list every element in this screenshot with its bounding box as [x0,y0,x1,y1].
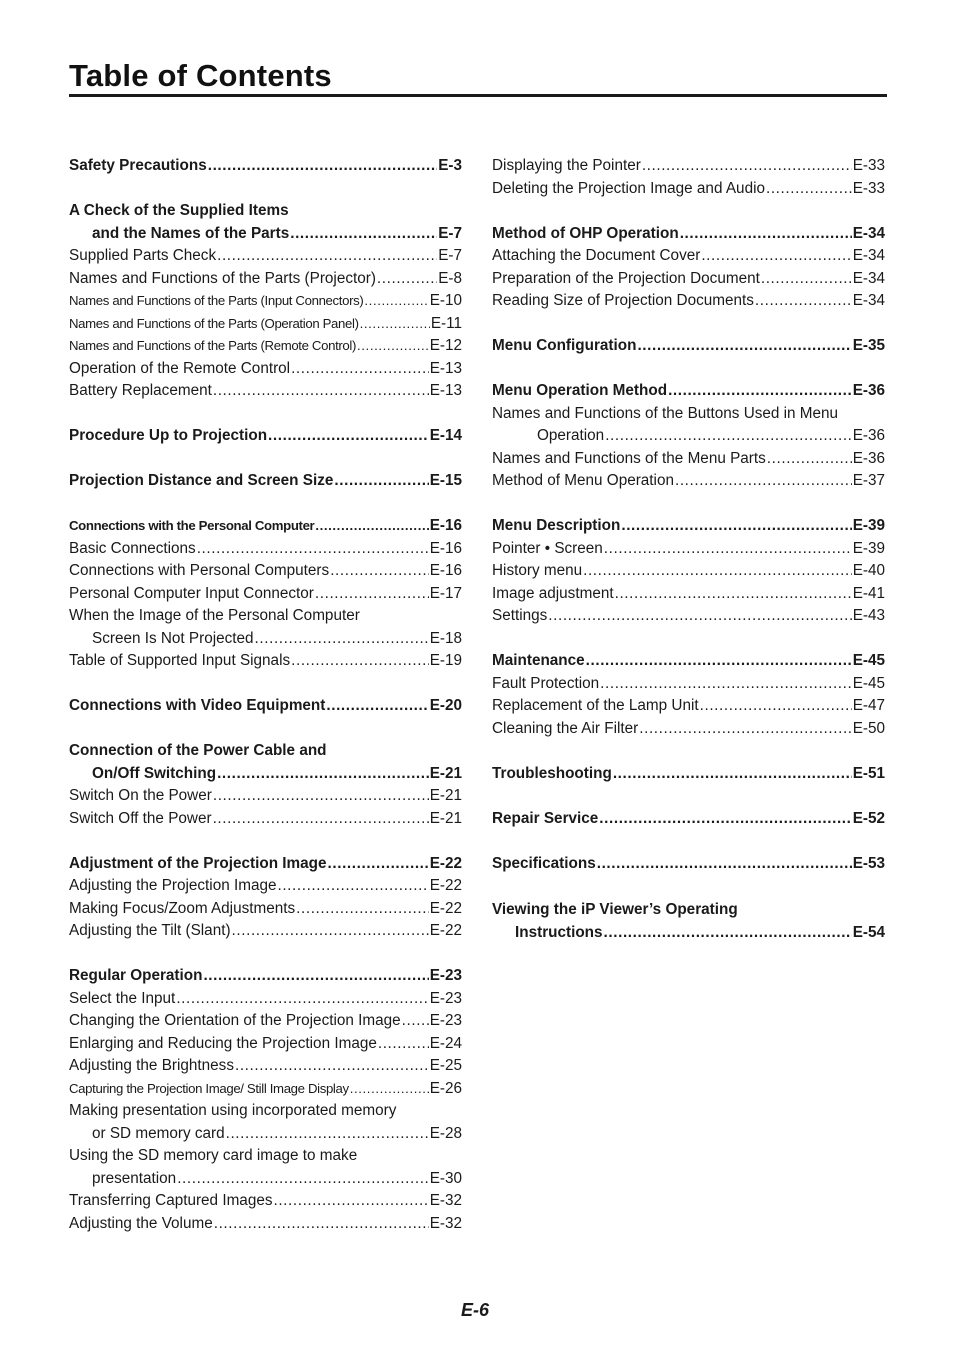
toc-entry-label: Replacement of the Lamp Unit [492,697,699,714]
toc-entry-label: History menu [492,562,583,579]
toc-entry [69,650,462,673]
toc-entry-label: Deleting the Projection Image and Audio [492,179,765,197]
toc-entry [69,1145,462,1168]
toc-entry-page: E-22 [429,899,462,917]
toc-entry [69,515,462,538]
toc-entry [69,290,462,313]
dot-leader [613,763,852,786]
toc-entry-label: Names and Functions of the Parts (Remote Control) [69,338,357,353]
toc-entry [492,178,885,201]
dot-leader [701,245,851,268]
toc-entry-page: E-36 [852,427,885,444]
toc-entry-label: Names and Functions of the Buttons Used in Menu [492,404,839,422]
toc-entry-label: Names and Functions of the Parts (Input Connectors) [69,293,364,308]
dot-leader [296,898,429,921]
toc-entry [69,1100,462,1123]
toc-entry-label: Menu Operation Method [492,382,668,399]
toc-entry [492,695,885,718]
toc-entry [69,785,462,808]
toc-entry-page: E-10 [429,292,462,309]
page-title: Table of Contents [69,58,332,93]
toc-left-column [69,155,462,1235]
toc-entry [69,583,462,606]
toc-entry-label: Regular Operation [69,967,203,984]
toc-entry-page: E-32 [429,1192,462,1209]
dot-leader [357,335,429,358]
toc-entry [492,605,885,628]
toc-entry-page: E-21 [429,809,462,827]
toc-entry-label: Adjusting the Tilt (Slant) [69,922,231,939]
toc-entry-page: E-23 [429,1012,462,1029]
toc-entry-page: E-39 [852,517,885,534]
toc-entry-label: Viewing the iP Viewer’s Operating [492,901,738,918]
toc-entry-page: E-23 [429,967,462,984]
toc-entry [492,538,885,561]
dot-leader [273,1190,428,1213]
dot-leader [548,605,851,628]
dot-leader [364,290,428,313]
dot-leader [213,380,429,403]
toc-entry-page: E-21 [429,787,462,804]
dot-leader [605,425,852,448]
toc-entry-label: Connections with the Personal Computer [69,518,315,533]
toc-entry-label: Names and Functions of the Parts (Operation Panel) [69,315,359,331]
toc-entry-label: Reading Size of Projection Documents [492,292,754,309]
toc-entry-page: E-8 [438,269,462,287]
toc-entry-page: E-15 [429,472,462,489]
toc-entry-label: Preparation of the Projection Document [492,269,760,287]
toc-entry-page: E-17 [429,584,462,602]
toc-entry-label: Transferring Captured Images [69,1192,273,1209]
toc-entry [69,605,462,628]
toc-entry-label: Adjusting the Volume [69,1214,213,1232]
toc-entry [69,808,462,831]
dot-leader [600,673,852,696]
toc-entry-label: Battery Replacement [69,382,212,399]
toc-entry-page: E-39 [852,539,885,557]
toc-entry [69,875,462,898]
toc-entry [69,965,462,988]
dot-leader [217,763,429,786]
toc-entry-page: E-11 [430,314,462,332]
dot-leader [268,425,429,448]
dot-leader [330,560,429,583]
toc-entry-label: Attaching the Document Cover [492,247,701,264]
toc-entry [69,1168,462,1191]
toc-entry [492,560,885,583]
toc-entry-page: E-22 [429,877,462,894]
dot-leader [639,718,851,741]
dot-leader [277,875,428,898]
dot-leader [700,695,852,718]
toc-entry-page: E-35 [852,337,885,354]
toc-entry [492,448,885,471]
toc-entry-page: E-33 [852,157,885,174]
toc-entry-page: E-24 [429,1034,462,1052]
toc-entry [69,1033,462,1056]
toc-entry [69,155,462,178]
toc-entry-label: Image adjustment [492,584,614,602]
toc-entry-page: E-41 [852,584,885,602]
toc-entry-label: Operation of the Remote Control [69,359,291,377]
toc-entry [69,763,462,786]
toc-entry-page: E-14 [429,427,462,444]
toc-entry [69,853,462,876]
toc-entry-page: E-32 [429,1214,462,1232]
toc-entry-page: E-34 [852,269,885,287]
toc-entry [69,1123,462,1146]
toc-entry-label: Projection Distance and Screen Size [69,472,334,489]
toc-entry [492,650,885,673]
toc-entry-page: E-22 [429,854,462,872]
toc-entry [492,403,885,426]
toc-entry-label: On/Off Switching [92,764,217,782]
toc-entry-page: E-7 [438,247,462,264]
toc-entry [492,808,885,831]
toc-entry-label: Operation [537,427,605,444]
dot-leader [637,335,851,358]
dot-leader [599,808,851,831]
toc-entry [492,245,885,268]
dot-leader [315,583,429,606]
toc-entry-label: Enlarging and Reducing the Projection Image [69,1034,377,1052]
toc-entry-label: Connections with Personal Computers [69,562,330,579]
toc-entry-page: E-30 [429,1169,462,1187]
toc-entry-label: Cleaning the Air Filter [492,719,639,737]
toc-entry [69,920,462,943]
toc-entry [492,335,885,358]
toc-entry-label: Procedure Up to Projection [69,427,268,444]
dot-leader [378,1033,429,1056]
toc-entry-page: E-16 [429,562,462,579]
toc-entry-page: E-25 [429,1057,462,1074]
dot-leader [604,922,852,945]
toc-entry-page: E-50 [852,719,885,737]
dot-leader [326,695,428,718]
toc-entry-label: When the Image of the Personal Computer [69,607,360,624]
toc-entry [69,988,462,1011]
dot-leader [213,808,429,831]
toc-entry-label: Repair Service [492,809,599,827]
toc-entry-label: Select the Input [69,989,176,1007]
toc-entry [69,335,462,358]
toc-entry [69,470,462,493]
dot-leader [290,223,437,246]
dot-leader [675,470,852,493]
toc-entry-label: Maintenance [492,652,585,669]
toc-entry [69,695,462,718]
toc-entry [492,718,885,741]
toc-entry-page: E-19 [429,652,462,669]
toc-entry [492,763,885,786]
toc-entry-page: E-7 [438,224,462,242]
toc-entry-label: Displaying the Pointer [492,157,641,174]
toc-entry-page: E-12 [429,337,462,354]
dot-leader [642,155,852,178]
toc-entry-page: E-13 [429,382,462,399]
toc-entry-page: E-22 [429,922,462,939]
toc-entry-label: Method of Menu Operation [492,472,674,489]
dot-leader [208,155,437,178]
toc-entry-label: Using the SD memory card image to make [69,1147,358,1164]
toc-entry-page: E-16 [429,517,462,534]
dot-leader [586,650,852,673]
toc-entry-page: E-45 [852,674,885,692]
toc-entry-label: Supplied Parts Check [69,247,217,264]
toc-entry [492,268,885,291]
toc-entry-page: E-45 [852,652,885,669]
toc-entry [69,898,462,921]
dot-leader [197,538,429,561]
dot-leader [291,358,429,381]
dot-leader [761,268,852,291]
toc-entry [69,1078,462,1101]
dot-leader [315,515,428,538]
dot-leader [583,560,852,583]
toc-entry-page: E-13 [429,359,462,377]
dot-leader [235,1055,429,1078]
toc-entry [492,425,885,448]
toc-entry-page: E-54 [852,923,885,941]
toc-entry-label: Basic Connections [69,539,196,557]
dot-leader [334,470,428,493]
toc-entry-label: Capturing the Projection Image/ Still Image Display [69,1080,349,1096]
toc-entry-label: Making presentation using incorporated memory [69,1102,397,1119]
toc-entry [69,538,462,561]
toc-entry-page: E-34 [852,224,885,242]
toc-entry-label: Connection of the Power Cable and [69,742,327,759]
toc-entry-page: E-37 [852,472,885,489]
title-rule [69,94,887,97]
toc-entry-page: E-16 [429,539,462,557]
toc-entry-page: E-52 [852,809,885,827]
toc-entry-page: E-40 [852,562,885,579]
toc-entry-page: E-26 [429,1079,462,1097]
toc-entry [69,380,462,403]
toc-entry-page: E-34 [852,292,885,309]
toc-entry-page: E-47 [852,697,885,714]
toc-entry-label: and the Names of the Parts [92,224,290,242]
dot-leader [232,920,429,943]
dot-leader [350,1078,429,1101]
dot-leader [377,268,437,291]
dot-leader [680,223,852,246]
toc-entry [492,922,885,945]
toc-entry-label: Settings [492,607,548,624]
toc-entry-label: Safety Precautions [69,157,207,174]
toc-entry [69,740,462,763]
toc-entry-page: E-33 [852,179,885,197]
dot-leader [226,1123,429,1146]
toc-entry-label: Adjusting the Brightness [69,1057,234,1074]
dot-leader [214,1213,429,1236]
toc-entry-page: E-53 [852,854,885,872]
toc-entry-page: E-21 [429,764,462,782]
toc-entry-label: Making Focus/Zoom Adjustments [69,899,296,917]
dot-leader [767,448,852,471]
toc-entry-label: Specifications [492,854,596,872]
toc-entry-page: E-43 [852,607,885,624]
toc-entry-label: Adjusting the Projection Image [69,877,277,894]
toc-entry [492,380,885,403]
toc-entry [69,245,462,268]
toc-entry [69,425,462,448]
toc-entry [69,628,462,651]
toc-entry [69,313,462,336]
toc-entry [69,1213,462,1236]
toc-entry-label: A Check of the Supplied Items [69,202,289,219]
toc-entry-page: E-36 [852,382,885,399]
toc-entry [492,515,885,538]
toc-entry-label: Method of OHP Operation [492,224,679,242]
toc-entry [69,268,462,291]
toc-entry-label: Screen Is Not Projected [92,629,254,647]
toc-entry-label: Instructions [515,923,603,941]
toc-entry-page: E-3 [438,157,462,174]
toc-entry [492,899,885,922]
dot-leader [615,583,852,606]
toc-entry-label: Switch On the Power [69,787,212,804]
dot-leader [621,515,851,538]
toc-entry-label: Adjustment of the Projection Image [69,854,327,872]
toc-entry [69,200,462,223]
toc-entry-label: Pointer • Screen [492,539,603,557]
toc-entry [69,358,462,381]
toc-entry [492,673,885,696]
dot-leader [217,245,437,268]
toc-entry-label: Menu Description [492,517,621,534]
toc-entry-page: E-23 [429,989,462,1007]
toc-entry-label: Switch Off the Power [69,809,212,827]
toc-entry-label: Troubleshooting [492,764,612,782]
toc-entry-label: Names and Functions of the Menu Parts [492,449,766,467]
toc-entry-label: Personal Computer Input Connector [69,584,314,602]
toc-entry-page: E-20 [429,697,462,714]
toc-entry-label: Changing the Orientation of the Projection Image [69,1012,401,1029]
toc-entry-label: presentation [92,1169,177,1187]
toc-entry [492,853,885,876]
toc-entry [69,1055,462,1078]
toc-entry [492,583,885,606]
toc-entry [492,470,885,493]
toc-entry-label: Names and Functions of the Parts (Projector) [69,269,376,287]
toc-entry-label: or SD memory card [92,1124,225,1142]
toc-entry-page: E-18 [429,629,462,647]
toc-entry-page: E-34 [852,247,885,264]
toc-entry-page: E-28 [429,1124,462,1142]
dot-leader [177,1168,428,1191]
dot-leader [213,785,429,808]
toc-entry [69,1010,462,1033]
dot-leader [328,853,429,876]
dot-leader [402,1010,429,1033]
toc-entry-label: Connections with Video Equipment [69,697,326,714]
toc-entry [69,223,462,246]
page-number: E-6 [460,1300,489,1320]
toc-entry-page: E-51 [852,764,885,782]
toc-entry [69,1190,462,1213]
page-footer [0,1300,954,1321]
toc-entry-label: Table of Supported Input Signals [69,652,291,669]
dot-leader [176,988,428,1011]
toc-entry-page: E-36 [852,449,885,467]
toc-right-column [492,155,885,944]
dot-leader [604,538,852,561]
toc-entry-label: Menu Configuration [492,337,637,354]
dot-leader [203,965,428,988]
dot-leader [668,380,852,403]
toc-entry-label: Fault Protection [492,674,600,692]
dot-leader [255,628,429,651]
dot-leader [360,313,430,336]
dot-leader [597,853,852,876]
dot-leader [766,178,852,201]
toc-entry [492,155,885,178]
toc-entry [492,223,885,246]
dot-leader [755,290,852,313]
dot-leader [291,650,429,673]
toc-entry [69,560,462,583]
toc-entry [492,290,885,313]
